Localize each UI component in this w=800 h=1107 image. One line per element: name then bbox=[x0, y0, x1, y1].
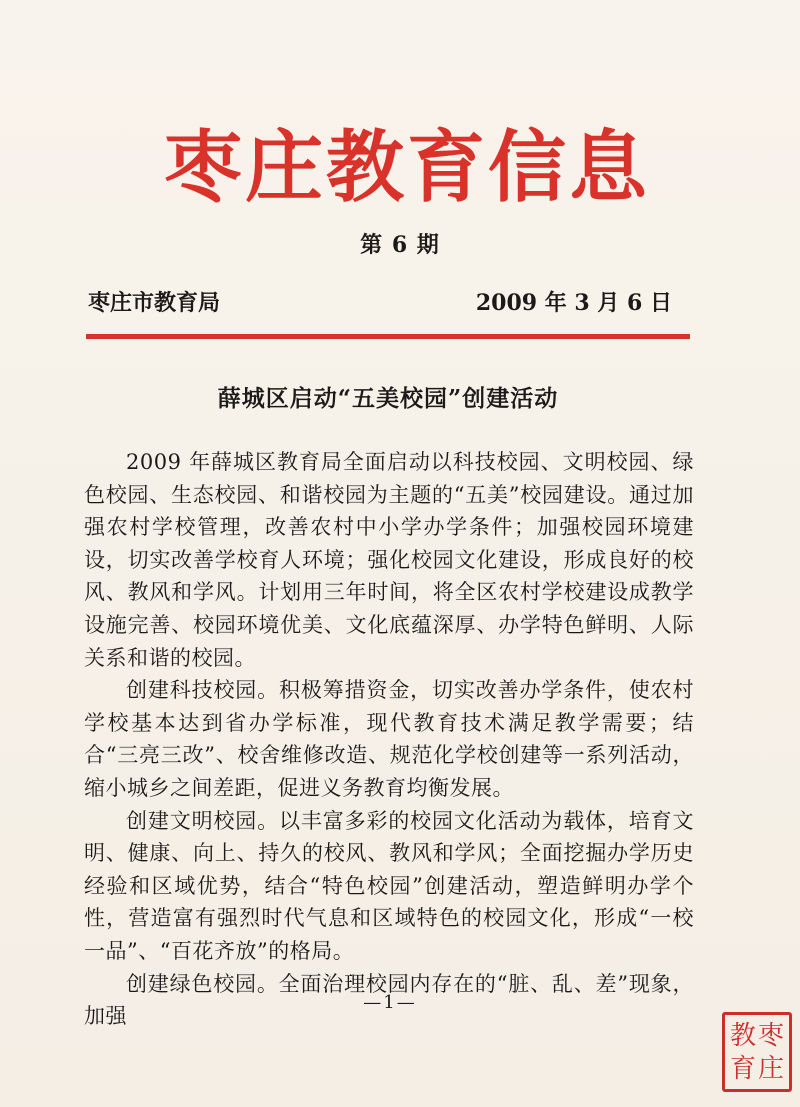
article-paragraph: 创建文明校园。以丰富多彩的校园文化活动为载体，培育文明、健康、向上、持久的校风、教风和学风；全面挖掘办学历史经验和区域优势，结合“特色校园”创建活动，塑造鲜明办学个性，营造富有强烈时代气息和区域特色的校园文化，形成“一校一品”、“百花齐放”的格局。 bbox=[84, 808, 694, 963]
publish-date: 2009 年 3 月 6 日 bbox=[475, 290, 672, 316]
seal-char: 庄 bbox=[757, 1053, 784, 1084]
page-number: —1— bbox=[363, 992, 417, 1013]
red-seal-stamp bbox=[722, 1012, 792, 1092]
article-paragraph: 创建绿色校园。全面治理校园内存在的“脏、乱、差”现象，加强 bbox=[84, 971, 694, 1029]
seal-char: 枣 bbox=[757, 1020, 784, 1051]
red-divider-rule bbox=[86, 334, 690, 339]
issue-number: 第 6 期 bbox=[360, 232, 440, 258]
seal-char: 教 bbox=[729, 1020, 756, 1051]
article-body bbox=[84, 446, 694, 1033]
article-paragraph: 创建科技校园。积极筹措资金，切实改善办学条件，使农村学校基本达到省办学标准，现代教育技术满足教学需要；结合“三亮三改”、校舍维修改造、规范化学校创建等一系列活动，缩小城乡之间差距，促进义务教育均衡发展。 bbox=[84, 678, 694, 800]
publisher-name: 枣庄市教育局 bbox=[88, 290, 221, 316]
article-paragraph: 2009 年薛城区教育局全面启动以科技校园、文明校园、绿色校园、生态校园、和谐校园为主题的“五美”校园建设。通过加强农村学校管理，改善农村中小学办学条件；加强校园环境建设，切实改善学校育人环境；强化校园文化建设，形成良好的校风、教风和学风。计划用三年时间，将全区农村学校建设成教学设施完善、校园环境优美、文化底蕴深厚、办学特色鲜明、人际关系和谐的校园。 bbox=[84, 450, 694, 670]
masthead-title: 枣庄教育信息 bbox=[163, 122, 650, 213]
article-headline: 薛城区启动“五美校园”创建活动 bbox=[217, 385, 559, 412]
seal-char: 育 bbox=[729, 1053, 756, 1084]
